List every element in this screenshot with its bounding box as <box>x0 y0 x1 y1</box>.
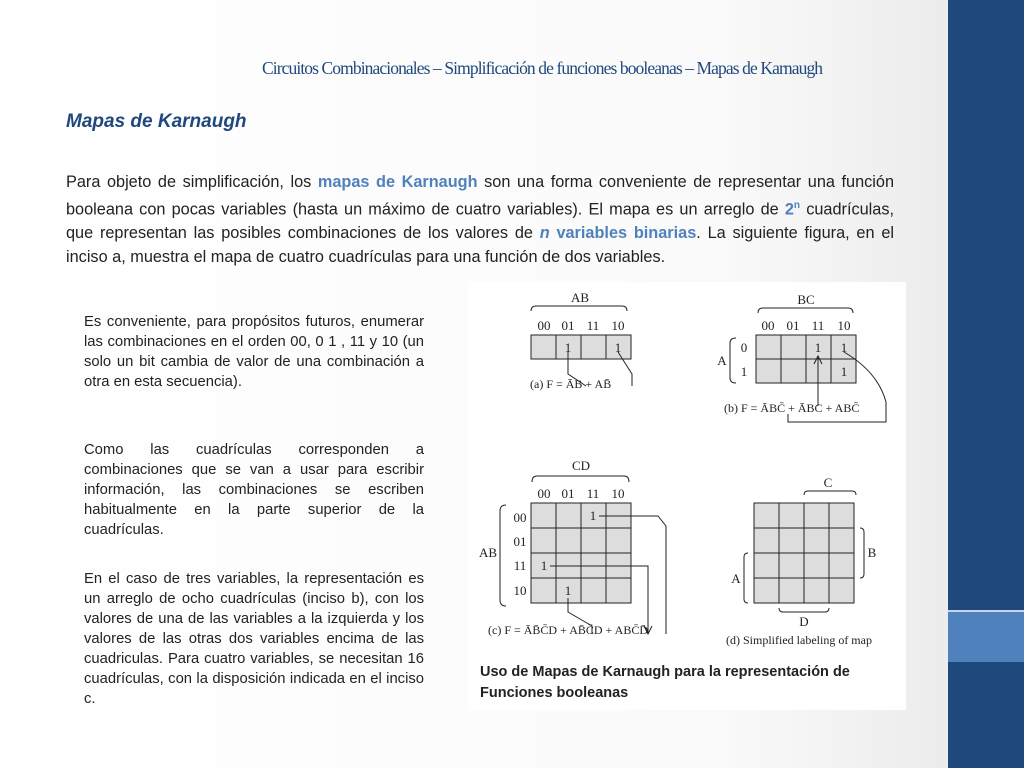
svg-text:11: 11 <box>513 558 527 573</box>
svg-text:1: 1 <box>564 583 572 598</box>
svg-text:01: 01 <box>561 486 575 501</box>
slide-title: Circuitos Combinacionales – Simplificación de funciones booleanas – Mapas de Karnaugh <box>262 58 823 78</box>
svg-text:B: B <box>867 545 877 560</box>
kmap-a-var: AB <box>570 290 590 305</box>
kmap-c-label: (c) F = ĀB̄C̄D + AB̄C̄D + ABC̄D̄ <box>488 623 648 637</box>
figure-caption: Uso de Mapas de Karnaugh para la representación de Funciones booleanas <box>480 664 850 701</box>
svg-text:1: 1 <box>564 340 572 355</box>
svg-text:D: D <box>799 614 809 629</box>
bullet-text-2: Como las cuadrículas corresponden a combinaciones que se van a usar para escribir información, las combinaciones se escriben habitualmente en la parte superior de la cuadrículas. <box>84 442 424 538</box>
kmap-a <box>530 290 632 391</box>
svg-text:00: 00 <box>537 318 551 333</box>
bullet-text-3: En el caso de tres variables, la representación es un arreglo de ocho cuadrículas (inciso b), con los valores de una de las variables a la izquierda y los valores de las otras dos variables encima de las cuadriculas. Para cuatro variables, se necesitan 16 cuadrículas, con la disposición indicada en el inciso c. <box>84 571 424 707</box>
svg-text:10: 10 <box>513 583 527 598</box>
intro-paragraph: Para objeto de simplificación, los mapas de Karnaugh son una forma conveniente de representar una función booleana con pocas variables (hasta un máximo de cuatro variables). El mapa es un arreglo de 2$^n$ cuadrículas, que representan las posibles combinaciones de los valores de n variables binarias. La siguiente figura, en el inciso a, muestra el mapa de cuatro cuadrículas para una función de dos variables. <box>66 173 894 267</box>
svg-text:AB: AB <box>478 545 498 560</box>
kmap-d-label: (d) Simplified labeling of map <box>726 633 872 647</box>
bullet-text-1: Es conveniente, para propósitos futuros, enumerar las combinaciones en el orden 00, 0 1 , 11 y 10 (un solo un bit cambia de valor de una combinación a otra en esta secuencia). <box>84 314 424 390</box>
svg-text:11: 11 <box>811 318 825 333</box>
svg-text:01: 01 <box>513 534 527 549</box>
svg-text:1: 1 <box>840 364 848 379</box>
section-subtitle: Mapas de Karnaugh <box>66 111 247 132</box>
svg-text:CD: CD <box>571 458 591 473</box>
kmap-c <box>479 458 666 637</box>
svg-text:00: 00 <box>537 486 551 501</box>
svg-text:10: 10 <box>837 318 851 333</box>
svg-text:BC: BC <box>797 292 815 307</box>
karnaugh-figure <box>468 282 906 710</box>
kmap-b <box>717 292 886 422</box>
side-bar-accent <box>948 612 1024 662</box>
svg-text:A: A <box>731 571 741 586</box>
svg-text:0: 0 <box>740 340 748 355</box>
svg-text:C: C <box>823 475 833 490</box>
kmap-d <box>726 475 877 647</box>
svg-text:00: 00 <box>513 510 527 525</box>
svg-text:01: 01 <box>786 318 800 333</box>
svg-text:A: A <box>717 353 727 368</box>
svg-text:11: 11 <box>586 318 600 333</box>
svg-text:1: 1 <box>614 340 622 355</box>
svg-text:00: 00 <box>761 318 775 333</box>
svg-text:1: 1 <box>814 340 822 355</box>
svg-text:1: 1 <box>540 558 548 573</box>
svg-text:10: 10 <box>611 486 625 501</box>
svg-text:10: 10 <box>611 318 625 333</box>
kmap-a-label: (a) F = ĀB + AB̄ <box>530 377 612 391</box>
svg-text:11: 11 <box>586 486 600 501</box>
svg-text:01: 01 <box>561 318 575 333</box>
svg-text:1: 1 <box>589 508 597 523</box>
svg-text:1: 1 <box>840 340 848 355</box>
svg-text:1: 1 <box>740 364 748 379</box>
kmap-b-label: (b) F = ĀBC̄ + ĀBC + ABC̄ <box>724 401 860 415</box>
